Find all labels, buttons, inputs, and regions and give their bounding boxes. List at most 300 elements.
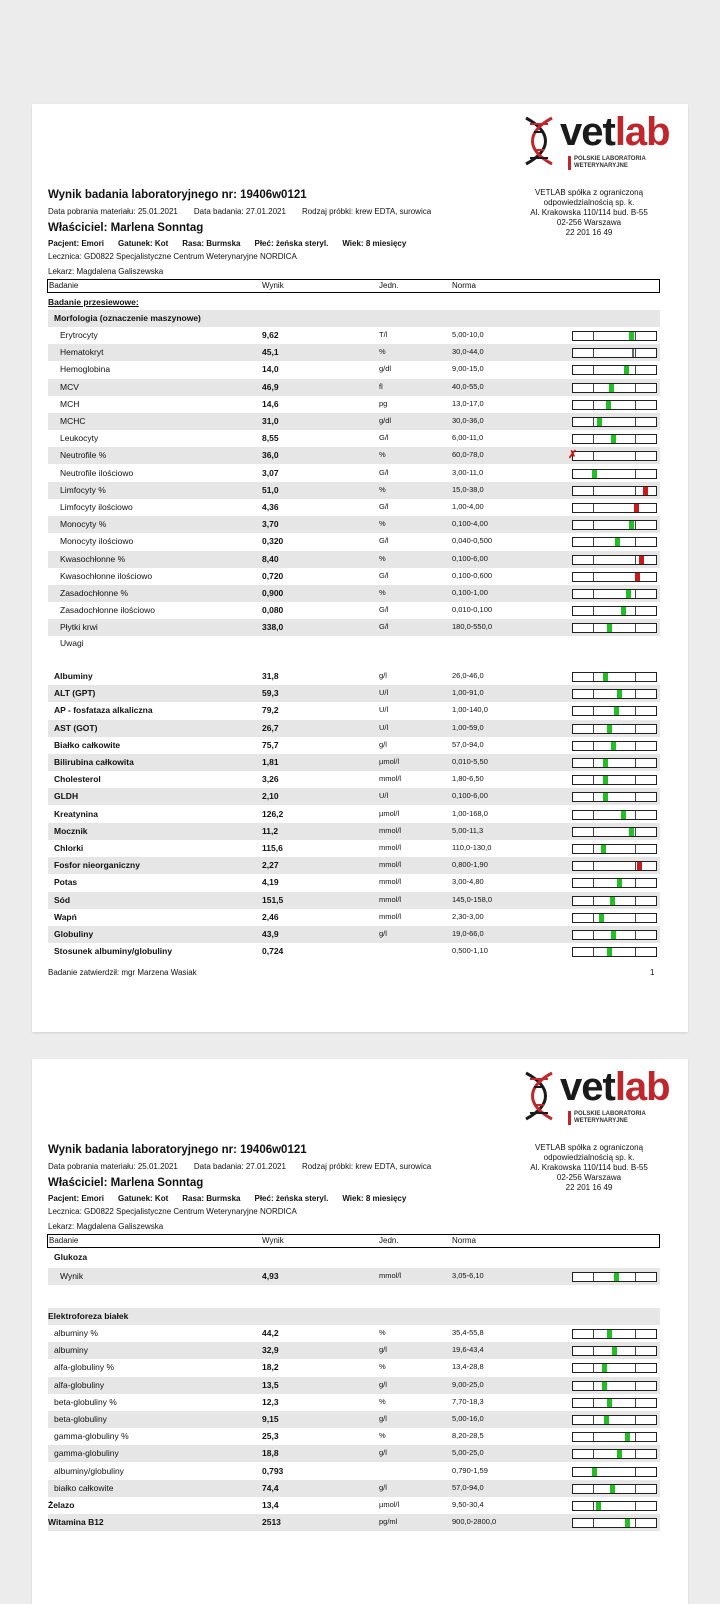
test-result: 0,900	[262, 588, 284, 598]
electrophoresis-row	[48, 1428, 660, 1445]
biochemistry-row	[48, 909, 660, 926]
result-marker	[611, 931, 616, 939]
biochemistry-row	[48, 926, 660, 943]
range-tick	[635, 914, 636, 922]
range-tick	[635, 931, 636, 939]
test-name: albuminy/globuliny	[54, 1465, 124, 1476]
reference-range-bar	[572, 434, 657, 444]
test-name: Białko całkowite	[54, 739, 121, 750]
range-tick	[593, 690, 594, 698]
range-tick	[635, 1450, 636, 1458]
report-page-1	[32, 104, 688, 1032]
result-marker	[635, 573, 640, 581]
range-tick	[635, 707, 636, 715]
electrophoresis-row	[48, 1394, 660, 1411]
morphology-row	[48, 568, 660, 585]
reference-range-bar	[572, 606, 657, 616]
reference-range-bar	[572, 1381, 657, 1391]
test-name: AST (GOT)	[54, 722, 98, 733]
biochemistry-row	[48, 668, 660, 685]
biochemistry-row	[48, 806, 660, 823]
test-name: Limfocyty %	[60, 484, 106, 495]
test-name: MCH	[60, 398, 80, 409]
test-result: 2513	[262, 1517, 281, 1528]
result-marker	[607, 725, 612, 733]
test-result: 8,55	[262, 433, 279, 444]
range-tick	[635, 607, 636, 615]
range-tick	[635, 1399, 636, 1407]
test-norm: 0,790-1,59	[452, 1465, 488, 1475]
range-tick	[635, 435, 636, 443]
range-tick	[593, 1450, 594, 1458]
test-result: 45,1	[262, 347, 279, 358]
test-norm: 0,500-1,10	[452, 946, 488, 956]
test-unit: %	[379, 347, 386, 357]
range-tick	[593, 1519, 594, 1527]
dna-icon	[522, 116, 558, 166]
range-tick	[635, 1519, 636, 1527]
range-tick	[593, 897, 594, 905]
test-result: 51,0	[262, 484, 279, 495]
test-unit: U/l	[379, 705, 389, 715]
test-norm: 1,80-6,50	[452, 774, 484, 784]
notes-row: Uwagi	[60, 638, 84, 648]
doctor-info: Lekarz: Magdalena Galiszewska	[48, 1222, 164, 1231]
test-result: 13,4	[262, 1500, 279, 1510]
result-marker	[625, 1433, 630, 1441]
test-result: 9,62	[262, 330, 279, 340]
range-tick	[593, 349, 594, 357]
reference-range-bar	[572, 861, 657, 871]
reference-range-bar	[572, 1467, 657, 1477]
test-name: Zasadochłonne ilościowo	[60, 605, 155, 616]
test-unit: G/l	[379, 433, 389, 443]
report-title: Wynik badania laboratoryjnego nr: 19406w0121	[48, 189, 307, 201]
range-tick	[593, 487, 594, 495]
result-marker	[607, 1399, 612, 1407]
range-tick	[593, 811, 594, 819]
reference-range-bar	[572, 896, 657, 906]
test-norm: 3,00-4,80	[452, 877, 484, 887]
range-tick	[593, 504, 594, 512]
test-result: 0,724	[262, 946, 284, 957]
range-tick	[593, 435, 594, 443]
reference-range-bar	[572, 1346, 657, 1356]
test-result: 44,2	[262, 1328, 279, 1338]
range-tick	[593, 673, 594, 681]
test-norm: 5,00-25,0	[452, 1448, 484, 1458]
range-tick	[635, 742, 636, 750]
test-unit: pg/ml	[379, 1517, 398, 1527]
electrophoresis-row	[48, 1359, 660, 1376]
test-result: 0,080	[262, 605, 284, 616]
reference-range-bar	[572, 503, 657, 513]
test-result: 31,8	[262, 671, 279, 681]
reference-range-bar	[572, 1518, 657, 1528]
test-norm: 5,00-16,0	[452, 1414, 484, 1423]
result-marker	[602, 1382, 607, 1390]
reference-range-bar	[568, 449, 657, 462]
result-marker	[592, 470, 597, 478]
range-tick	[635, 1502, 636, 1510]
morphology-row	[48, 465, 660, 482]
test-unit: %	[379, 553, 386, 563]
reference-range-bar	[572, 486, 657, 496]
range-tick	[635, 1273, 636, 1281]
test-name: Płytki krwi	[60, 622, 98, 633]
reference-range-bar	[572, 1432, 657, 1442]
range-tick	[593, 332, 594, 340]
range-tick	[593, 1273, 594, 1281]
test-name: gamma-globuliny	[54, 1448, 119, 1459]
reference-range-bar	[572, 1449, 657, 1459]
test-result: 18,2	[262, 1362, 279, 1373]
reference-range-bar	[572, 1415, 657, 1425]
range-tick	[593, 607, 594, 615]
test-norm: 9,00-15,0	[452, 364, 484, 374]
biochemistry-row	[48, 892, 660, 909]
biochemistry-row	[48, 720, 660, 737]
test-unit: %	[379, 450, 386, 460]
range-tick	[635, 521, 636, 529]
test-unit: U/l	[379, 791, 389, 801]
range-tick	[593, 1433, 594, 1441]
result-marker	[602, 1364, 607, 1372]
test-unit: %	[379, 484, 386, 494]
test-name: Albuminy	[54, 671, 93, 681]
test-unit: g/l	[379, 671, 387, 680]
reference-range-bar	[572, 348, 657, 358]
test-unit: g/l	[379, 1482, 387, 1492]
range-tick	[593, 590, 594, 598]
test-unit: G/l	[379, 536, 389, 546]
test-unit: mmol/l	[379, 860, 402, 870]
biochemistry-row	[48, 737, 660, 754]
result-marker	[606, 401, 611, 409]
test-name: Mocznik	[54, 825, 88, 836]
test-norm: 3,05-6,10	[452, 1271, 484, 1280]
reference-range-bar	[572, 469, 657, 479]
electrophoresis-row	[48, 1463, 660, 1480]
result-marker	[615, 538, 620, 546]
test-result: 59,3	[262, 688, 279, 699]
electrophoresis-row	[48, 1445, 660, 1462]
reference-range-bar	[572, 827, 657, 837]
test-norm: 0,010-0,100	[452, 605, 493, 615]
range-tick	[593, 707, 594, 715]
reference-range-bar	[572, 365, 657, 375]
range-tick	[635, 452, 636, 460]
page-number: 1	[650, 968, 655, 977]
test-name: Kwasochłonne ilościowo	[60, 570, 153, 581]
test-unit: mmol/l	[379, 1271, 402, 1280]
test-unit: T/l	[379, 330, 388, 339]
test-result: 4,93	[262, 1271, 279, 1281]
test-name: Fosfor nieorganiczny	[54, 860, 140, 871]
result-marker	[603, 776, 608, 784]
electrophoresis-row	[48, 1480, 660, 1497]
reference-range-bar	[572, 706, 657, 716]
test-unit: U/l	[379, 722, 389, 732]
test-name: beta-globuliny	[54, 1414, 107, 1424]
test-norm: 57,0-94,0	[452, 739, 484, 749]
range-tick	[635, 948, 636, 956]
range-tick	[635, 879, 636, 887]
test-norm: 5,00-10,0	[452, 330, 484, 339]
range-tick	[635, 897, 636, 905]
result-marker	[601, 845, 606, 853]
reference-range-bar	[572, 537, 657, 547]
reference-range-bar	[572, 930, 657, 940]
range-tick	[635, 793, 636, 801]
test-result: 13,5	[262, 1379, 279, 1390]
range-tick	[593, 452, 594, 460]
reference-range-bar	[572, 400, 657, 410]
reference-range-bar	[572, 383, 657, 393]
range-tick	[593, 538, 594, 546]
report-dates: Data pobrania materiału: 25.01.2021 Data badania: 27.01.2021 Rodzaj próbki: krew EDTA, surowica	[48, 207, 432, 216]
range-tick	[593, 879, 594, 887]
range-tick	[593, 384, 594, 392]
range-tick	[593, 366, 594, 374]
test-name: Witamina B12	[48, 1517, 104, 1528]
test-result: 338,0	[262, 622, 284, 633]
test-unit: g/l	[379, 1414, 387, 1423]
range-tick	[593, 418, 594, 426]
test-result: 0,720	[262, 570, 284, 581]
morphology-row	[48, 344, 660, 361]
test-name: AP - fosfataza alkaliczna	[54, 705, 153, 716]
test-norm: 30,0-36,0	[452, 416, 484, 425]
range-tick	[635, 487, 636, 495]
reference-range-bar	[572, 878, 657, 888]
test-norm: 19,6-43,4	[452, 1345, 484, 1355]
test-unit: pg	[379, 398, 388, 408]
test-result: 151,5	[262, 894, 284, 905]
result-marker	[625, 1519, 630, 1527]
test-unit: mmol/l	[379, 894, 402, 904]
test-result: 1,81	[262, 757, 279, 767]
result-marker	[617, 879, 622, 887]
test-unit: g/l	[379, 739, 387, 749]
reference-range-bar	[572, 913, 657, 923]
test-name: białko całkowite	[54, 1482, 114, 1493]
test-norm: 8,20-28,5	[452, 1431, 484, 1441]
extra-test-row	[48, 1514, 660, 1531]
test-unit: mmol/l	[379, 877, 402, 887]
test-result: 8,40	[262, 553, 279, 564]
test-result: 2,10	[262, 791, 279, 802]
test-name: Wynik	[60, 1271, 84, 1281]
test-unit: G/l	[379, 605, 389, 615]
test-unit: µmol/l	[379, 757, 400, 766]
range-tick	[635, 673, 636, 681]
range-tick	[635, 759, 636, 767]
test-name: Leukocyty	[60, 433, 99, 444]
test-norm: 9,50-30,4	[452, 1500, 484, 1509]
glucose-label: Glukoza	[54, 1252, 88, 1262]
owner-name: Właściciel: Marlena Sonntag	[48, 222, 204, 234]
test-result: 9,15	[262, 1414, 279, 1424]
reference-range-bar	[572, 1484, 657, 1494]
company-address: VETLAB spółka z ograniczoną odpowiedzialnością sp. k. Al. Krakowska 110/114 bud. B-55 02-256 Warszawa 22 201 16 49	[530, 188, 648, 237]
range-tick	[635, 690, 636, 698]
test-norm: 110,0-130,0	[452, 843, 492, 852]
test-name: gamma-globuliny %	[54, 1431, 129, 1442]
test-name: Globuliny	[54, 929, 94, 939]
range-tick	[593, 1330, 594, 1338]
reference-range-bar	[572, 520, 657, 530]
result-marker	[611, 742, 616, 750]
range-tick	[593, 1382, 594, 1390]
reference-range-bar	[572, 623, 657, 633]
result-marker	[614, 1273, 619, 1281]
range-tick	[593, 624, 594, 632]
reference-range-bar	[572, 689, 657, 699]
test-result: 0,793	[262, 1465, 284, 1476]
test-result: 36,0	[262, 450, 279, 461]
result-marker	[629, 521, 634, 529]
electrophoresis-row	[48, 1377, 660, 1394]
range-tick	[635, 1433, 636, 1441]
morphology-section: Morfologia (oznaczenie maszynowe)	[48, 310, 660, 327]
electrophoresis-section: Elektroforeza białek	[48, 1308, 660, 1325]
vetlab-logo	[522, 110, 672, 174]
test-norm: 7,70-18,3	[452, 1396, 484, 1406]
electrophoresis-row	[48, 1325, 660, 1342]
test-result: 46,9	[262, 381, 279, 392]
test-unit: g/l	[379, 1379, 387, 1389]
range-tick	[635, 828, 636, 836]
range-tick	[593, 828, 594, 836]
glucose-row	[48, 1268, 660, 1285]
test-result: 2,46	[262, 911, 279, 922]
test-unit: g/dl	[379, 364, 392, 374]
logo-subtitle: POLSKIE LABORATORIA WETERYNARYJNE	[568, 1111, 664, 1125]
test-name: Cholesterol	[54, 774, 101, 785]
range-tick	[635, 776, 636, 784]
range-tick	[635, 725, 636, 733]
result-marker	[610, 897, 615, 905]
test-unit: fl	[379, 381, 383, 391]
morphology-row	[48, 482, 660, 499]
range-tick	[635, 384, 636, 392]
result-marker	[599, 914, 604, 922]
test-norm: 1,00-4,00	[452, 502, 484, 511]
test-norm: 57,0-94,0	[452, 1482, 484, 1492]
test-norm: 2,30-3,00	[452, 911, 484, 921]
test-unit: %	[379, 1396, 386, 1406]
range-tick	[635, 470, 636, 478]
test-name: alfa-globuliny	[54, 1379, 105, 1390]
result-marker	[604, 1416, 609, 1424]
clinic-info: Lecznica: GD0822 Specjalistyczne Centrum Weterynaryjne NORDICA	[48, 1207, 297, 1216]
reference-range-bar	[572, 810, 657, 820]
company-address: VETLAB spółka z ograniczoną odpowiedzialnością sp. k. Al. Krakowska 110/114 bud. B-55 02-256 Warszawa 22 201 16 49	[530, 1143, 648, 1192]
test-name: albuminy %	[54, 1328, 98, 1338]
test-name: Kreatynina	[54, 808, 98, 819]
range-tick	[635, 811, 636, 819]
test-name: Stosunek albuminy/globuliny	[54, 946, 173, 957]
result-marker	[643, 487, 648, 495]
test-name: MCV	[60, 381, 79, 392]
test-unit: G/l	[379, 570, 389, 580]
report-title: Wynik badania laboratoryjnego nr: 19406w0121	[48, 1144, 307, 1156]
test-norm: 0,100-1,00	[452, 588, 488, 597]
test-norm: 1,00-140,0	[452, 705, 488, 715]
range-tick	[635, 418, 636, 426]
test-unit: µmol/l	[379, 1500, 400, 1509]
test-result: 18,8	[262, 1448, 279, 1459]
test-unit: g/l	[379, 1448, 387, 1458]
test-name: Erytrocyty	[60, 330, 98, 340]
test-unit: g/l	[379, 929, 387, 938]
test-unit: %	[379, 1328, 386, 1337]
test-result: 115,6	[262, 843, 283, 853]
screening-label: Badanie przesiewowe:	[48, 297, 139, 307]
result-marker	[639, 556, 644, 564]
reference-range-bar	[572, 1363, 657, 1373]
reference-range-bar	[572, 1329, 657, 1339]
morphology-row	[48, 619, 660, 636]
clinic-info: Lecznica: GD0822 Specjalistyczne Centrum Weterynaryjne NORDICA	[48, 252, 297, 261]
test-norm: 9,00-25,0	[452, 1379, 484, 1389]
test-name: beta-globuliny %	[54, 1396, 117, 1407]
reference-range-bar	[572, 1398, 657, 1408]
test-result: 26,7	[262, 722, 279, 733]
range-tick	[635, 538, 636, 546]
test-unit: mmol/l	[379, 843, 402, 852]
vetlab-logo	[522, 1065, 672, 1129]
doctor-info: Lekarz: Magdalena Galiszewska	[48, 267, 164, 276]
result-marker	[621, 607, 626, 615]
result-marker	[637, 862, 642, 870]
column-header: Badanie Wynik Jedn. Norma	[47, 279, 660, 293]
test-norm: 1,00-59,0	[452, 722, 484, 732]
logo-wordmark: vetlab	[560, 1065, 670, 1109]
range-tick	[593, 1416, 594, 1424]
test-name: Neutrofile %	[60, 450, 107, 461]
test-result: 4,19	[262, 877, 279, 888]
extra-test-row	[48, 1497, 660, 1514]
result-marker	[621, 811, 626, 819]
test-result: 14,0	[262, 364, 279, 375]
morphology-row	[48, 361, 660, 378]
test-result: 14,6	[262, 398, 279, 409]
range-tick	[593, 556, 594, 564]
morphology-row	[48, 602, 660, 619]
biochemistry-row	[48, 702, 660, 719]
result-marker	[629, 828, 634, 836]
test-name: Bilirubina całkowita	[54, 757, 134, 767]
range-tick	[593, 1347, 594, 1355]
test-result: 32,9	[262, 1345, 279, 1356]
result-marker	[617, 1450, 622, 1458]
test-name: Hematokryt	[60, 347, 104, 358]
test-name: Hemoglobina	[60, 364, 111, 375]
test-name: Potas	[54, 877, 78, 888]
electrophoresis-row	[48, 1342, 660, 1359]
biochemistry-row	[48, 874, 660, 891]
result-marker	[607, 624, 612, 632]
test-norm: 40,0-55,0	[452, 381, 484, 391]
test-result: 75,7	[262, 739, 279, 750]
result-marker	[629, 332, 634, 340]
logo-subtitle: POLSKIE LABORATORIA WETERYNARYJNE	[568, 156, 664, 170]
report-page-2	[32, 1059, 688, 1604]
test-name: MCHC	[60, 416, 86, 426]
range-tick	[635, 845, 636, 853]
